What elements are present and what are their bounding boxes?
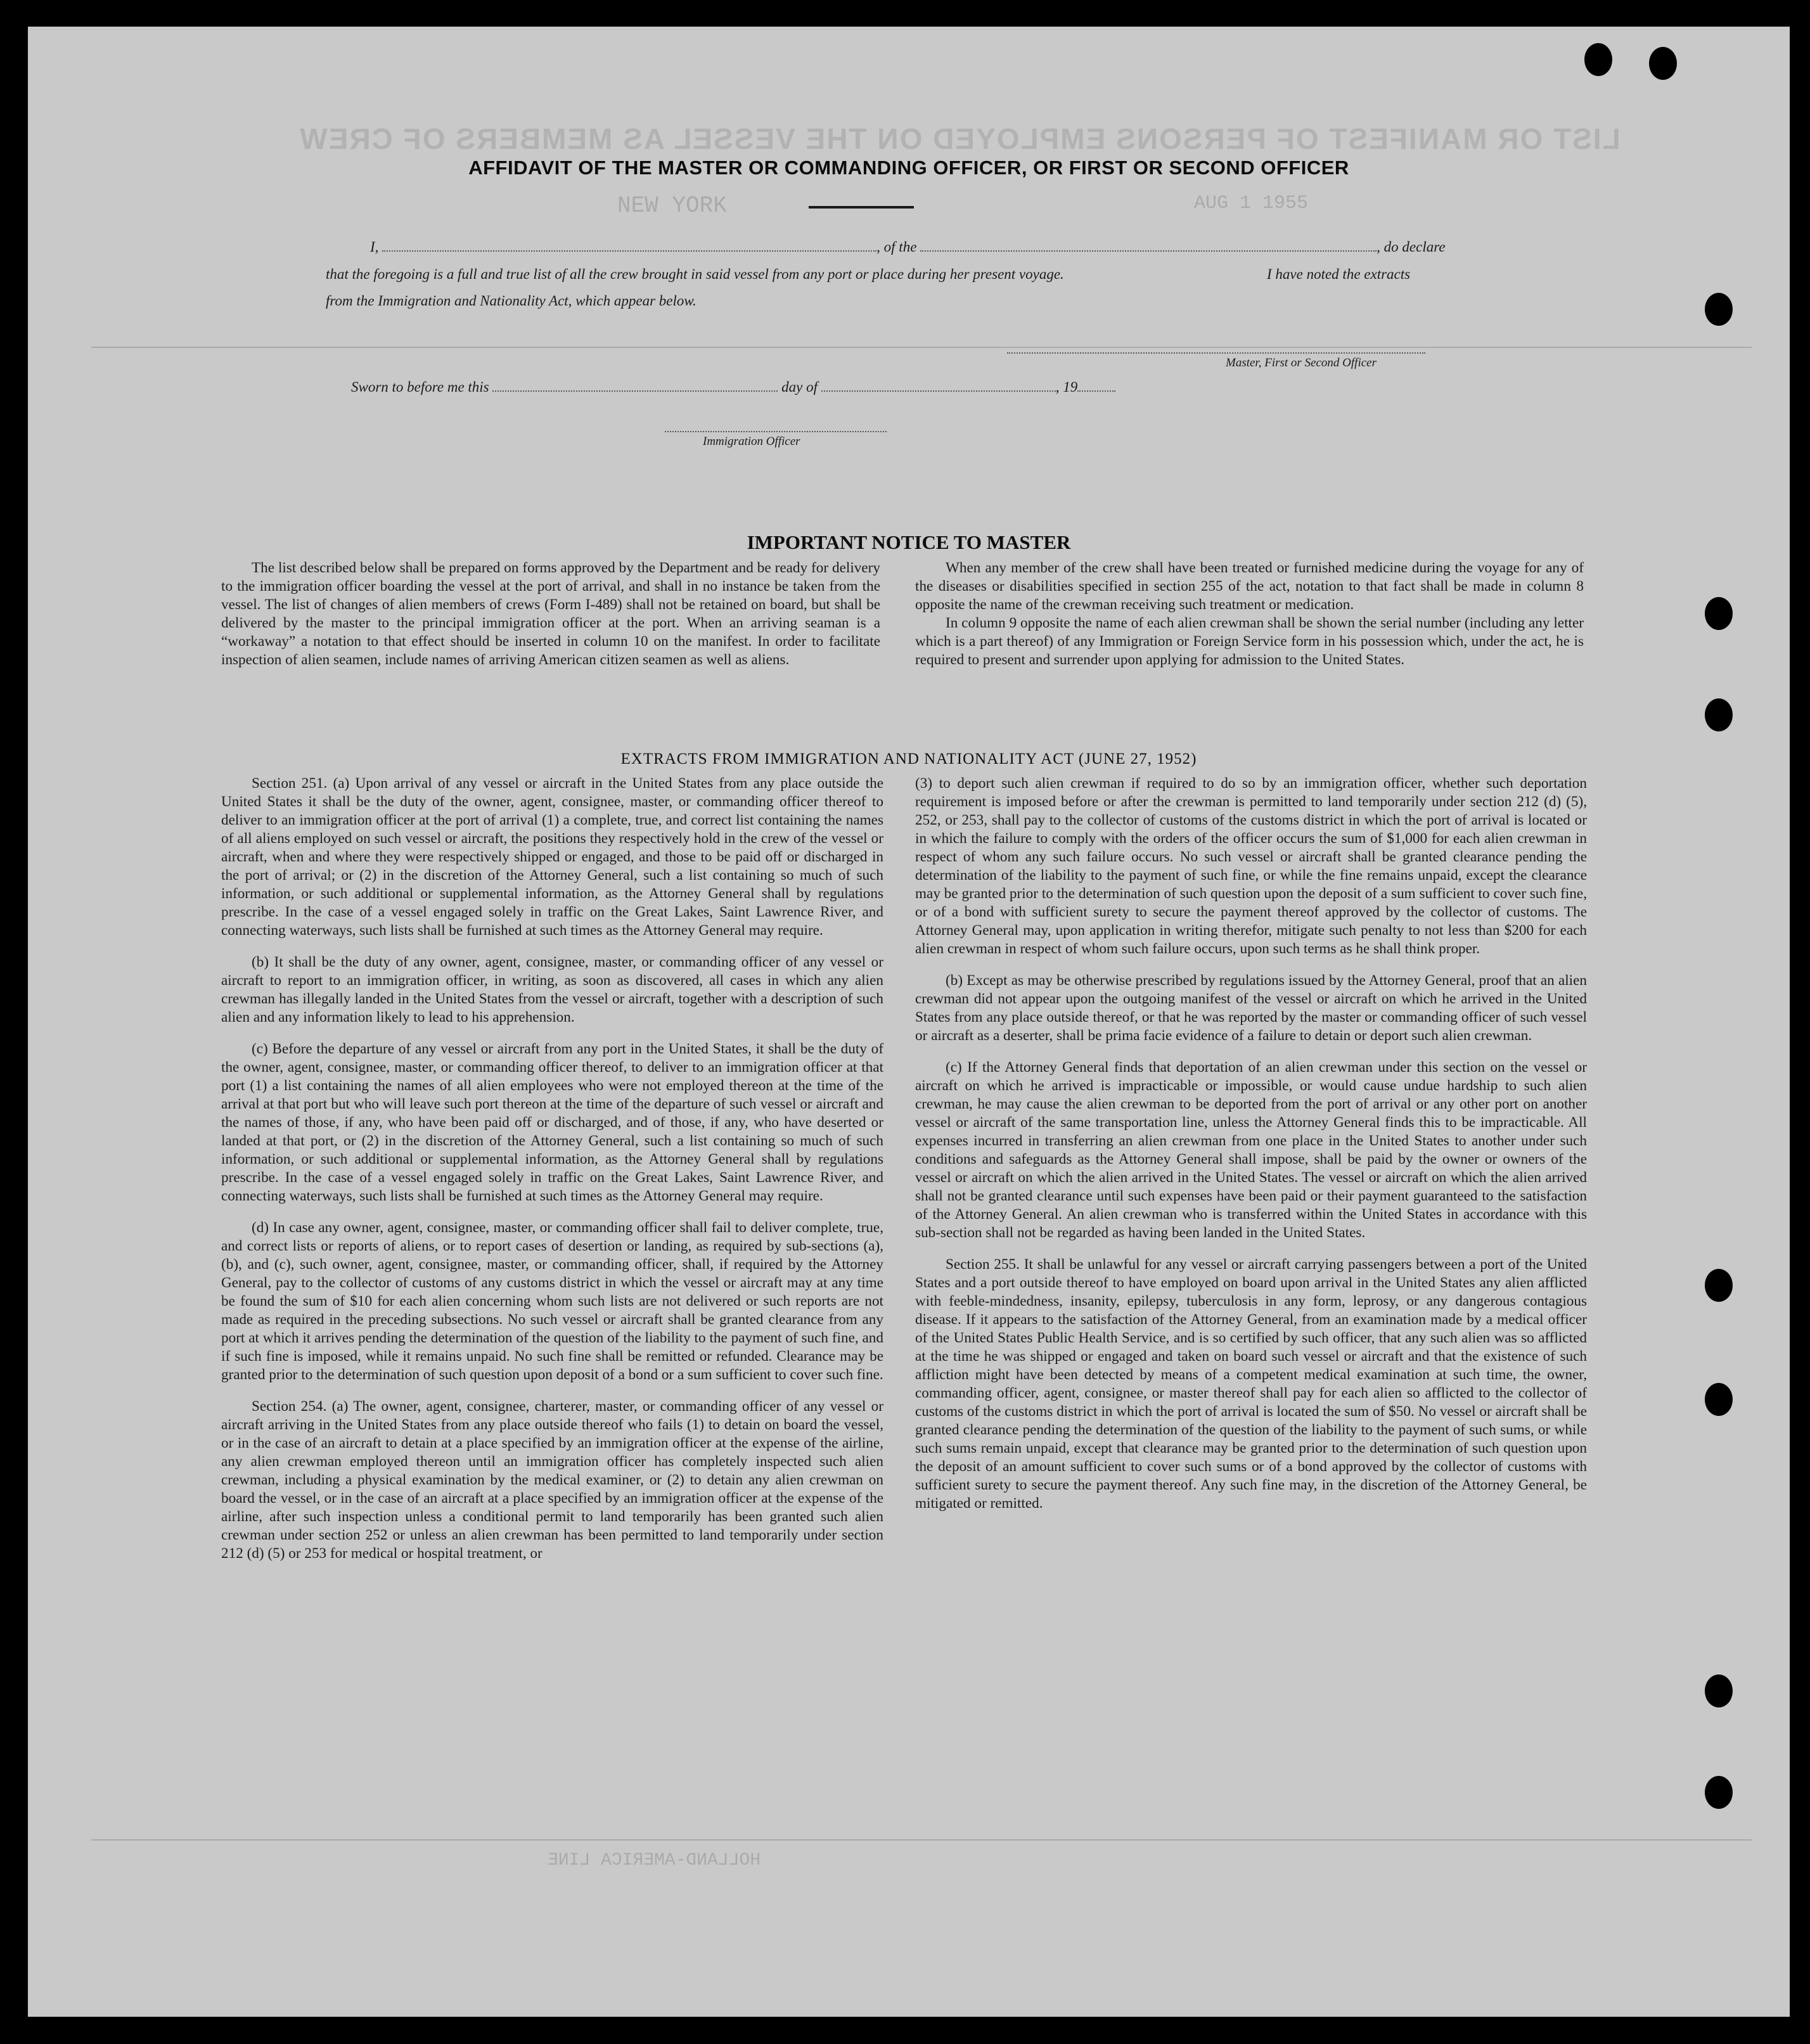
master-signature-line[interactable] bbox=[1007, 352, 1425, 354]
bleed-through-title: LIST OR MANIFEST OF PERSONS EMPLOYED ON THE VESSEL AS MEMBERS OF CREW bbox=[298, 122, 1621, 155]
punch-hole bbox=[1705, 698, 1733, 731]
section-251-d: (d) In case any owner, agent, consignee, master, or commanding officer shall fail to deliver complete, true, and correct lists or reports of aliens, or to report cases of desertion or landing, as required by sub-sections (a), (b), and (c), such owner, agent, consignee, master, or commanding officer, shall, if required by the Attorney General, pay to the collector of customs of any customs district in which the vessel or aircraft may at any time be found the sum of $10 for each alien concerning whom such lists are not delivered or such reports are not made as required in the preceding subsections. No such vessel or aircraft shall be granted clearance from any port at which it arrives pending the determination of the question of the liability to the payment of such fine, and if such fine is imposed, while it remains unpaid. No such fine shall be remitted or refunded. Clearance may be granted prior to the determination of such question upon deposit of a bond or a sum sufficient to cover such fine. bbox=[221, 1219, 883, 1383]
immigration-officer-caption: Immigration Officer bbox=[703, 435, 800, 448]
day-of-label: day of bbox=[781, 379, 818, 395]
do-declare-label: , do declare bbox=[1377, 239, 1446, 255]
section-251-a: Section 251. (a) Upon arrival of any vessel or aircraft in the United States from any place outside the United States it shall be the duty of the owner, agent, consignee, master, or commanding officer thereof to deliver to an immigration officer at the port of arrival (1) a complete, true, and correct list containing the names of all aliens employed on such vessel or aircraft, the positions they respectively hold in the crew of the vessel or aircraft, when and where they were respectively shipped or engaged, and those to be paid off or discharged in the port of arrival; or (2) in the discretion of the Attorney General, such a list containing so much of such information, or such additional or supplemental information, as the Attorney General shall by regulations prescribe. In the case of a vessel engaged solely in traffic on the Great Lakes, Saint Lawrence River, and connecting waterways, such lists shall be furnished at such times as the Attorney General may require. bbox=[221, 775, 883, 939]
punch-hole bbox=[1705, 293, 1733, 326]
affidavit-i-label: I, bbox=[370, 239, 379, 255]
bleed-through-footer: HOLLAND-AMERICA LINE bbox=[548, 1851, 761, 1870]
section-251-b: (b) It shall be the duty of any owner, agent, consignee, master, or commanding officer of any vessel or aircraft to report to an immigration officer, in writing, as soon as discovered, all cases in which any alien crewman has illegally landed in the United States from the vessel or aircraft, together with a description of such alien and any information likely to lead to his apprehension. bbox=[221, 954, 883, 1025]
extracts-title: EXTRACTS FROM IMMIGRATION AND NATIONALITY ACT (JUNE 27, 1952) bbox=[620, 750, 1197, 768]
affidavit-extracts-note: I have noted the extracts bbox=[1267, 266, 1411, 282]
punch-hole bbox=[1584, 43, 1612, 76]
sworn-day-field[interactable] bbox=[492, 379, 778, 392]
bleed-through-rule bbox=[91, 347, 1752, 348]
year-label: , 19 bbox=[1055, 379, 1078, 395]
sworn-label: Sworn to before me this bbox=[351, 379, 489, 395]
notice-paragraph: The list described below shall be prepared on forms approved by the Department and be ready for delivery to the immigration officer boarding the vessel at the port of arrival, and shall in no instance be taken from the vessel. The list of changes of alien members of crews (Form I-489) shall not be retained on board, but shall be delivered by the master to the principal immigration officer at the port. When an arriving seaman is a “workaway” a notation to that effect should be inserted in column 10 on the manifest. In order to facilitate inspection of alien seamen, include names of arriving American citizen seamen as well as aliens. bbox=[221, 560, 880, 668]
affidavit-statement-line: that the foregoing is a full and true list of all the crew brought in said vessel from any port or place during her present voyage. bbox=[326, 266, 1064, 282]
punch-hole bbox=[1649, 47, 1677, 80]
affidavit-title: AFFIDAVIT OF THE MASTER OR COMMANDING OFFICER, OR FIRST OR SECOND OFFICER bbox=[468, 157, 1349, 179]
sworn-year-field[interactable] bbox=[1077, 379, 1115, 392]
extracts-left-column bbox=[221, 775, 883, 1576]
section-251-c: (c) Before the departure of any vessel or aircraft from any port in the United States, it shall be the duty of the owner, agent, consignee, master, or commanding officer thereof, to deliver to an immigration officer at that port (1) a list containing the names of all alien employees who were not employed thereon at the time of the arrival at that port but who will leave such port thereon at the time of the departure of such vessel or aircraft and the names of those, if any, who have been paid off or discharged, and of those, if any, who have deserted or landed at that port, or (2) in the discretion of the Attorney General, such a list containing so much of such information, or such additional or supplemental information, as the Attorney General shall by regulations prescribe. In the case of a vessel engaged solely in traffic on the Great Lakes, Saint Lawrence River, and connecting waterways, such lists shall be furnished at such times as the Attorney General may require. bbox=[221, 1041, 883, 1204]
punch-hole bbox=[1705, 1383, 1733, 1416]
notice-title: IMPORTANT NOTICE TO MASTER bbox=[747, 531, 1071, 553]
notice-paragraph: In column 9 opposite the name of each alien crewman shall be shown the serial number (including any letter which is a part thereof) of any Immigration or Foreign Service form in his possession which, under the act, he is required to present and surrender upon applying for admission to the United States. bbox=[915, 615, 1584, 668]
section-254-a: Section 254. (a) The owner, agent, consignee, charterer, master, or commanding officer of any vessel or aircraft arriving in the United States from any place outside thereof who fails (1) to detain on board the vessel, or in the case of an aircraft to detain at a place specified by an immigration officer at the expense of the airline, any alien crewman employed thereon until an immigration officer has completely inspected such alien crewman, including a physical examination by the medical examiner, or (2) to detain any alien crewman on board the vessel, or in the case of an aircraft at a place specified by an immigration officer at the expense of the airline, after such inspection unless a conditional permit to land temporarily has been granted such alien crewman under section 252 or unless an alien crewman has been permitted to land temporarily under section 212 (d) (5) or 253 for medical or hospital treatment, or bbox=[221, 1398, 883, 1562]
immigration-officer-signature-line[interactable] bbox=[665, 431, 887, 432]
punch-hole bbox=[1705, 597, 1733, 630]
title-underline bbox=[809, 206, 914, 209]
notice-right-column bbox=[915, 559, 1584, 683]
punch-hole bbox=[1705, 1269, 1733, 1302]
section-255: Section 255. It shall be unlawful for any vessel or aircraft carrying passengers between a port of the United States and a port outside thereof to have employed on board upon arrival in the United States any alien afflicted with feeble-mindedness, insanity, epilepsy, tuberculosis in any form, leprosy, or any dangerous contagious disease. If it appears to the satisfaction of the Attorney General, from an examination made by a medical officer of the United States Public Health Service, and is so certified by such officer, that any such alien was so afflicted at the time he was shipped or engaged and taken on board such vessel or aircraft and that the existence of such affliction might have been detected by means of a competent medical examination at such time, the owner, commanding officer, agent, consignee, or master thereof shall pay for each alien so afflicted to the collector of customs of the customs district in which the port of arrival is located the sum of $50. No vessel or aircraft shall be granted clearance pending the determination of the question of the liability to the payment of such sums, or while such sums remain unpaid, except that clearance may be granted prior to the determination of such question upon the deposit of an amount sufficient to cover such sums or of a bond approved by the collector of customs with sufficient surety to secure the payment thereof. Any such fine may, in the discretion of the Attorney General, be mitigated or remitted. bbox=[915, 1256, 1587, 1512]
master-name-field[interactable] bbox=[382, 239, 876, 252]
vessel-name-field[interactable] bbox=[920, 239, 1377, 252]
section-254-a-continued: (3) to deport such alien crewman if required to do so by an immigration officer, whether such deportation requirement is imposed before or after the crewman is permitted to land temporarily under section 212 (d) (5), 252, or 253, shall pay to the collector of customs of the customs district in which the port of arrival is located or in which the failure to comply with the orders of the officer occurs the sum of $1,000 for each alien crewman in respect of whom any such failure occurs. No such vessel or aircraft shall be granted clearance pending the determination of the liability to the payment of such fine, or while the fine remains unpaid, except the clearance may be granted prior to the determination of such question upon the deposit of a sum sufficient to cover such fine, or of a bond with sufficient surety to secure the payment thereof approved by the collector of customs. The Attorney General may, upon application in writing therefor, mitigate such penalty to not less than $200 for each alien crewman in respect of whom such failure occurs, upon such terms as he shall think proper. bbox=[915, 775, 1587, 957]
punch-hole bbox=[1705, 1674, 1733, 1707]
bleed-through-port: NEW YORK bbox=[617, 193, 727, 219]
sworn-month-field[interactable] bbox=[821, 379, 1056, 392]
bleed-through-date: AUG 1 1955 bbox=[1194, 193, 1309, 214]
notice-left-column bbox=[221, 559, 880, 683]
affidavit-act-line: from the Immigration and Nationality Act, which appear below. bbox=[326, 293, 696, 309]
sworn-line bbox=[351, 379, 1115, 395]
section-254-c: (c) If the Attorney General finds that deportation of an alien crewman under this section on the vessel or aircraft on which he arrived is impracticable or impossible, or would cause undue hardship to such alien crewman, he may cause the alien crewman to be deported from the port of arrival or any other port on another vessel or aircraft of the same transportation line, unless the Attorney General finds this to be impracticable. All expenses incurred in transferring an alien crewman from one place in the United States to another under such conditions and safeguards as the Attorney General shall impose, shall be paid by the owner or owners of the vessel or aircraft on which the alien arrived in the United States. The vessel or aircraft on which the alien arrived shall not be granted clearance until such expenses have been paid or their payment guaranteed to the satisfaction of the Attorney General. An alien crewman who is transferred within the United States in accordance with this sub-section shall not be regarded as having been landed in the United States. bbox=[915, 1059, 1587, 1241]
form-sheet bbox=[28, 27, 1790, 2017]
affidavit-declaration-line bbox=[370, 239, 1446, 255]
section-254-b: (b) Except as may be otherwise prescribed by regulations issued by the Attorney General, proof that an alien crewman did not appear upon the outgoing manifest of the vessel or aircraft on which he arrived in the United States from any place outside thereof, or that he was reported by the master or commanding officer of such vessel or aircraft as a deserter, shall be prima facie evidence of a failure to detain or deport such alien crewman. bbox=[915, 972, 1587, 1044]
extracts-right-column bbox=[915, 775, 1587, 1526]
master-signature-caption: Master, First or Second Officer bbox=[1226, 356, 1377, 370]
punch-hole bbox=[1705, 1776, 1733, 1809]
of-the-label: , of the bbox=[876, 239, 917, 255]
bleed-through-rule bbox=[91, 1839, 1752, 1841]
notice-paragraph: When any member of the crew shall have been treated or furnished medicine during the voyage for any of the diseases or disabilities specified in section 255 of the act, notation to that fact shall be made in column 8 opposite the name of the crewman receiving such treatment or medication. bbox=[915, 560, 1584, 613]
